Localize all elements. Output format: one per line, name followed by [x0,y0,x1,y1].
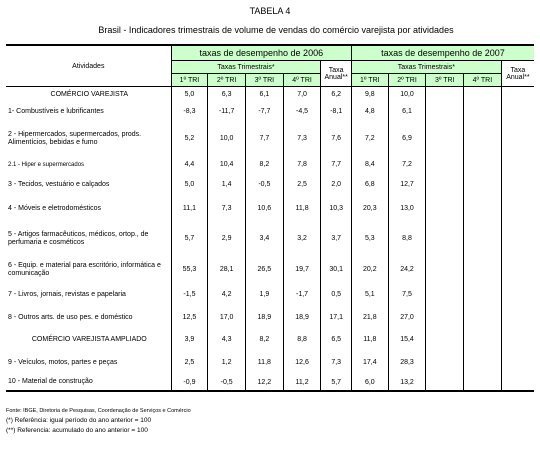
value-cell: 8,4 [351,157,388,173]
table-row [6,121,534,157]
value-cell: 5,0 [171,87,208,103]
table-title: Brasil - Indicadores trimestrais de volume de vendas do comércio varejista por atividades [98,25,454,35]
q2-header-2007: 2º TRI [388,74,426,87]
value-cell: 5,3 [351,221,388,257]
value-cell [426,329,464,351]
value-cell [464,283,502,307]
value-cell: 7,8 [283,157,321,173]
value-cell [426,121,464,157]
value-cell: 13,0 [388,197,426,221]
annual-header-2006: Taxa Anual** [321,61,352,87]
value-cell: 10,6 [246,197,284,221]
value-cell [501,87,534,103]
value-cell: 4,8 [351,103,388,121]
value-cell: 11,1 [171,197,208,221]
value-cell [501,157,534,173]
value-cell [501,121,534,157]
value-cell [464,157,502,173]
quarterly-header-2007: Taxas Trimestrais* [351,61,501,74]
table-row [6,283,534,307]
q3-header-2007: 3º TRI [426,74,464,87]
q4-header-2007: 4º TRI [464,74,502,87]
value-cell: 10,3 [321,197,352,221]
table-row [6,87,534,103]
value-cell: 11,2 [283,375,321,391]
activity-label: 10 - Material de construção [6,375,171,391]
value-cell: 12,6 [283,351,321,375]
value-cell: 7,5 [388,283,426,307]
value-cell: 17,1 [321,307,352,329]
value-cell [501,103,534,121]
value-cell [501,351,534,375]
value-cell: 9,8 [351,87,388,103]
value-cell: 3,2 [283,221,321,257]
period-2006-header: taxas de desempenho de 2006 [171,45,351,61]
value-cell [501,307,534,329]
value-cell: 20,3 [351,197,388,221]
value-cell: 4,4 [171,157,208,173]
value-cell [426,375,464,391]
value-cell: 12,2 [246,375,284,391]
value-cell: 2,0 [321,173,352,197]
period-2007-header: taxas de desempenho de 2007 [351,45,534,61]
value-cell [464,307,502,329]
value-cell: 26,5 [246,257,284,283]
value-cell: 11,8 [246,351,284,375]
value-cell: -4,5 [283,103,321,121]
value-cell [426,87,464,103]
value-cell: 12,7 [388,173,426,197]
value-cell [464,197,502,221]
value-cell [501,329,534,351]
value-cell: 30,1 [321,257,352,283]
value-cell: 1,9 [246,283,284,307]
value-cell: 19,7 [283,257,321,283]
value-cell: 13,2 [388,375,426,391]
value-cell: -8,3 [171,103,208,121]
activities-header: Atividades [6,45,171,87]
value-cell: 10,4 [208,157,246,173]
value-cell [464,329,502,351]
value-cell: 7,0 [283,87,321,103]
value-cell: 7,2 [388,157,426,173]
value-cell [501,375,534,391]
q3-header-2006: 3º TRI [246,74,284,87]
table-row [6,375,534,391]
value-cell: 4,2 [208,283,246,307]
table-row [6,173,534,197]
activity-label: 1- Combustíveis e lubrificantes [6,103,171,121]
activity-label: 6 - Equip. e material para escritório, informática e comunicação [6,257,171,283]
source-note: Fonte: IBGE, Diretoria de Pesquisas, Coordenação de Serviços e Comércio [6,408,191,414]
table-row [6,307,534,329]
activity-label: 7 - Livros, jornais, revistas e papelaria [6,283,171,307]
value-cell [501,257,534,283]
value-cell: 10,0 [388,87,426,103]
value-cell: 6,2 [321,87,352,103]
value-cell [464,221,502,257]
value-cell: 12,5 [171,307,208,329]
value-cell: 17,0 [208,307,246,329]
value-cell: -0,5 [208,375,246,391]
value-cell: -0,5 [246,173,284,197]
table-row [6,351,534,375]
value-cell: 3,4 [246,221,284,257]
value-cell: 7,3 [283,121,321,157]
activity-label: 3 - Tecidos, vestuário e calçados [6,173,171,197]
value-cell [464,103,502,121]
value-cell [501,283,534,307]
notes [6,406,191,436]
note-annual: (**) Referencia: acumulado do ano anterior = 100 [6,427,148,434]
value-cell: 1,2 [208,351,246,375]
value-cell [464,121,502,157]
value-cell: 5,2 [171,121,208,157]
value-cell [426,157,464,173]
value-cell: 5,7 [321,375,352,391]
value-cell: 8,8 [388,221,426,257]
value-cell: 8,2 [246,157,284,173]
value-cell: 28,3 [388,351,426,375]
note-quarterly: (*) Referência: igual período do ano anterior = 100 [6,417,152,424]
q4-header-2006: 4º TRI [283,74,321,87]
activity-label: 5 - Artigos farmacêuticos, médicos, ortop., de perfumaria e cosméticos [6,221,171,257]
value-cell: 18,9 [283,307,321,329]
table-row [6,103,534,121]
table-row [6,221,534,257]
value-cell [464,257,502,283]
value-cell: 5,1 [351,283,388,307]
value-cell: -0,9 [171,375,208,391]
value-cell [426,351,464,375]
value-cell [464,375,502,391]
value-cell [426,173,464,197]
activity-label: 8 - Outros arts. de uso pes. e doméstico [6,307,171,329]
value-cell [501,173,534,197]
value-cell: 7,6 [321,121,352,157]
value-cell: 7,3 [208,197,246,221]
table-row [6,197,534,221]
value-cell: -11,7 [208,103,246,121]
value-cell [426,307,464,329]
value-cell: 10,0 [208,121,246,157]
value-cell: -7,7 [246,103,284,121]
value-cell: 6,1 [388,103,426,121]
table-row [6,157,534,173]
value-cell: 6,3 [208,87,246,103]
value-cell: 1,4 [208,173,246,197]
value-cell: 2,5 [283,173,321,197]
value-cell: 15,4 [388,329,426,351]
value-cell: 3,9 [171,329,208,351]
activity-label: COMÉRCIO VAREJISTA AMPLIADO [6,329,171,351]
value-cell: 3,7 [321,221,352,257]
value-cell: 6,5 [321,329,352,351]
value-cell: 24,2 [388,257,426,283]
value-cell: 2,9 [208,221,246,257]
indicators-table [6,44,534,392]
value-cell [426,221,464,257]
value-cell: -1,5 [171,283,208,307]
value-cell: 18,9 [246,307,284,329]
value-cell: 55,3 [171,257,208,283]
value-cell: 7,7 [246,121,284,157]
value-cell: 17,4 [351,351,388,375]
value-cell: 11,8 [351,329,388,351]
value-cell [501,221,534,257]
value-cell: 5,7 [171,221,208,257]
activity-label: 9 - Veículos, motos, partes e peças [6,351,171,375]
activity-label: 2.1 - Hiper e supermercados [6,157,171,173]
q1-header-2006: 1º TRI [171,74,208,87]
value-cell: -8,1 [321,103,352,121]
value-cell: 7,3 [321,351,352,375]
value-cell [426,257,464,283]
value-cell: 27,0 [388,307,426,329]
value-cell: 2,5 [171,351,208,375]
value-cell: 28,1 [208,257,246,283]
activity-label: COMÉRCIO VAREJISTA [6,87,171,103]
value-cell: 6,8 [351,173,388,197]
value-cell [426,103,464,121]
value-cell [464,351,502,375]
q1-header-2007: 1º TRI [351,74,388,87]
value-cell: 5,0 [171,173,208,197]
value-cell [464,87,502,103]
activity-label: 4 - Móveis e eletrodomésticos [6,197,171,221]
value-cell: 21,8 [351,307,388,329]
value-cell: 20,2 [351,257,388,283]
value-cell: 7,2 [351,121,388,157]
value-cell: 8,2 [246,329,284,351]
annual-header-2007: Taxa Anual** [501,61,534,87]
value-cell: 6,1 [246,87,284,103]
table-label: TABELA 4 [249,6,291,16]
value-cell: 4,3 [208,329,246,351]
value-cell [501,197,534,221]
activity-label: 2 - Hipermercados, supermercados, prods. Alimentícios, bebidas e fumo [6,121,171,157]
value-cell: -1,7 [283,283,321,307]
value-cell [464,173,502,197]
value-cell: 6,0 [351,375,388,391]
value-cell: 8,8 [283,329,321,351]
q2-header-2006: 2º TRI [208,74,246,87]
value-cell [426,197,464,221]
value-cell [426,283,464,307]
table-row [6,257,534,283]
table-row [6,329,534,351]
value-cell: 11,8 [283,197,321,221]
value-cell: 6,9 [388,121,426,157]
quarterly-header-2006: Taxas Trimestrais* [171,61,321,74]
value-cell: 0,5 [321,283,352,307]
value-cell: 7,7 [321,157,352,173]
